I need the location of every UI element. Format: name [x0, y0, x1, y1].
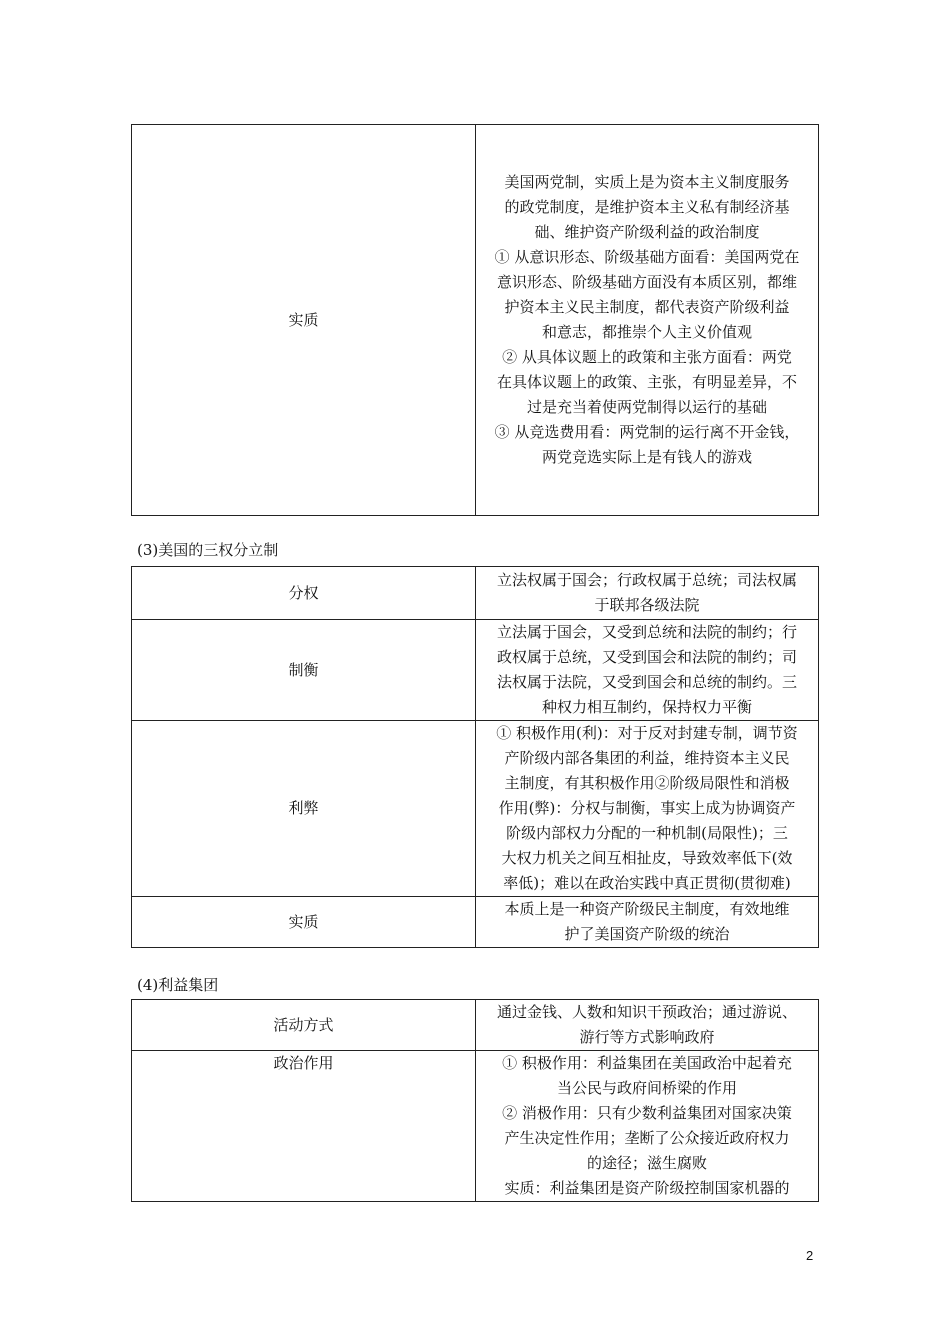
text-line: 护了美国资产阶级的统治 — [564, 925, 730, 943]
text-line: ② 从具体议题上的政策和主张方面看：两党 — [502, 348, 792, 366]
text-line: ③ 从竞选费用看：两党制的运行离不开金钱， — [494, 423, 800, 441]
separation-of-powers-table — [131, 566, 819, 948]
row-label: 利弊 — [132, 721, 476, 897]
text-line: 和意志，都推崇个人主义价值观 — [541, 323, 752, 341]
section-caption: (3)美国的三权分立制 — [137, 541, 279, 559]
text-line: 率低)；难以在政治实践中真正贯彻(贯彻难) — [503, 874, 791, 892]
text-line: ① 积极作用(利)：对于反对封建专制，调节资 — [496, 724, 798, 742]
row-content — [476, 897, 819, 948]
table-row — [132, 1000, 819, 1051]
text-line: 实质：利益集团是资产阶级控制国家机器的 — [504, 1179, 790, 1197]
text-line: 意识形态、阶级基础方面没有本质区别，都维 — [496, 273, 797, 291]
row-label: 政治作用 — [132, 1051, 476, 1202]
text-line: 过是充当着使两党制得以运行的基础 — [526, 398, 767, 416]
text-line: 产生决定性作用；垄断了公众接近政府权力 — [504, 1129, 790, 1147]
text-line: ① 积极作用：利益集团在美国政治中起着充 — [502, 1054, 792, 1072]
text-line: 通过金钱、人数和知识干预政治；通过游说、 — [496, 1003, 797, 1021]
row-label: 实质 — [132, 897, 476, 948]
text-line: 产阶级内部各集团的利益，维持资本主义民 — [504, 749, 790, 767]
text-line: 两党竞选实际上是有钱人的游戏 — [541, 448, 752, 466]
text-line: 大权力机关之间互相扯皮，导致效率低下(效 — [501, 849, 793, 867]
row-label: 分权 — [132, 567, 476, 620]
table-row — [132, 1051, 819, 1202]
interest-groups-table — [131, 999, 819, 1202]
text-line: 本质上是一种资产阶级民主制度，有效地维 — [504, 900, 790, 918]
table-row — [132, 721, 819, 897]
text-line: 法权属于法院，又受到国会和总统的制约。三 — [496, 673, 797, 691]
text-line: 阶级内部权力分配的一种机制(局限性)；三 — [506, 824, 788, 842]
text-line: ② 消极作用：只有少数利益集团对国家决策 — [502, 1104, 792, 1122]
section-caption: (4)利益集团 — [137, 976, 219, 994]
text-line: 种权力相互制约，保持权力平衡 — [541, 698, 752, 716]
text-line: 的途径；滋生腐败 — [586, 1154, 707, 1172]
row-content — [476, 1051, 819, 1202]
row-label: 活动方式 — [132, 1000, 476, 1051]
row-content — [476, 721, 819, 897]
row-content — [476, 567, 819, 620]
table-row — [132, 125, 819, 516]
table-row — [132, 567, 819, 620]
text-line: 作用(弊)：分权与制衡，事实上成为协调资产 — [498, 799, 796, 817]
text-line: 护资本主义民主制度，都代表资产阶级利益 — [504, 298, 790, 316]
row-content — [476, 1000, 819, 1051]
text-line: 立法属于国会，又受到总统和法院的制约；行 — [496, 623, 797, 641]
page-number: 2 — [806, 1248, 814, 1263]
text-line: 游行等方式影响政府 — [579, 1028, 715, 1046]
row-content — [476, 125, 819, 516]
row-label: 实质 — [132, 125, 476, 516]
essence-table — [131, 124, 819, 516]
text-line: 的政党制度，是维护资本主义私有制经济基 — [504, 198, 790, 216]
text-line: 础、维护资产阶级利益的政治制度 — [534, 223, 760, 241]
text-line: 当公民与政府间桥梁的作用 — [556, 1079, 737, 1097]
table-row — [132, 620, 819, 721]
table-row — [132, 897, 819, 948]
text-line: 立法权属于国会；行政权属于总统；司法权属 — [496, 571, 797, 589]
text-line: 政权属于总统，又受到国会和法院的制约；司 — [496, 648, 797, 666]
text-line: 于联邦各级法院 — [594, 596, 700, 614]
text-line: 美国两党制，实质上是为资本主义制度服务 — [504, 173, 790, 191]
text-line: 在具体议题上的政策、主张，有明显差异，不 — [496, 373, 797, 391]
text-line: 主制度，有其积极作用②阶级局限性和消极 — [504, 774, 790, 792]
row-label: 制衡 — [132, 620, 476, 721]
row-content — [476, 620, 819, 721]
text-line: ① 从意识形态、阶级基础方面看：美国两党在 — [494, 248, 800, 266]
